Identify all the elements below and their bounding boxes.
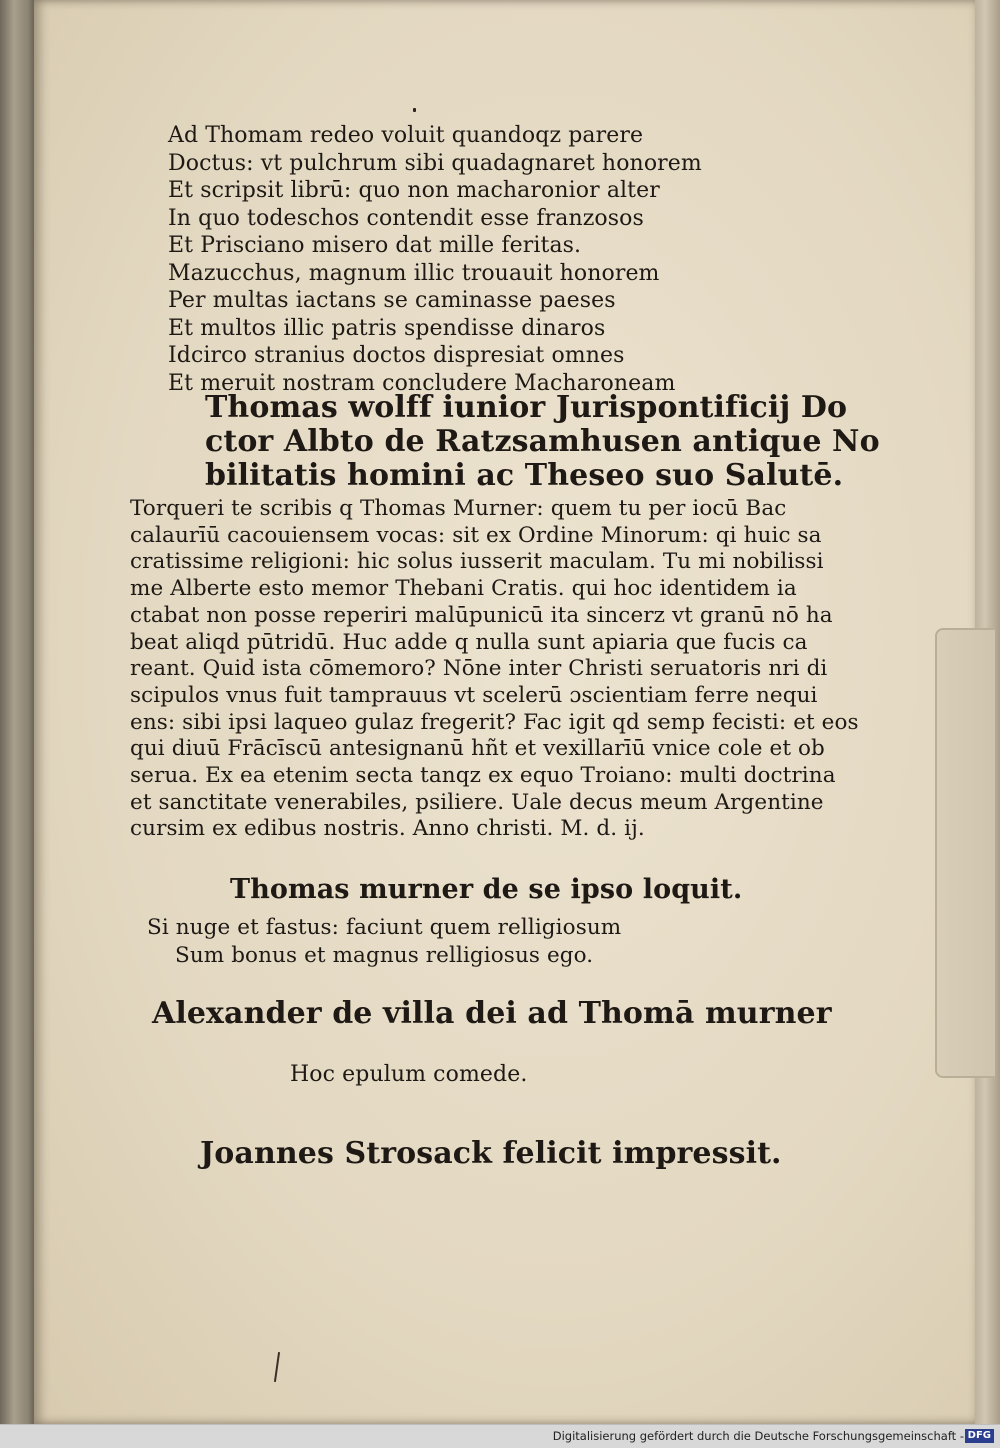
body-line: me Alberte esto memor Thebani Cratis. qui hoc identidem ia (130, 576, 797, 602)
verse-line: Et meruit nostram concludere Macharoneam (168, 370, 676, 396)
body-line: ens: sibi ipsi laqueo gulaz fregerit? Fac igit qd semp fecisti: et eos (130, 709, 859, 735)
funding-note: Digitalisierung gefördert durch die Deutsche Forschungsgemeinschaft - (552, 1429, 964, 1443)
colophon: Joannes Strosack felicit impressit. (200, 1136, 782, 1171)
body-line: cursim ex edibus nostris. Anno christi. M. d. ij. (130, 816, 645, 842)
body-line: beat aliqd pūtridū. Huc adde q nulla sunt apiaria que fucis ca (130, 629, 808, 655)
body-line: scipulos vnus fuit tamprauus vt scelerū ɔscientiam ferre nequi (130, 682, 818, 708)
heading-line: ctor Albto de Ratzsamhusen antique No (205, 424, 880, 459)
section-title-murner: Thomas murner de se ipso loquit. (230, 874, 743, 905)
funding-footer (0, 1424, 1000, 1448)
verse-line: Mazucchus, magnum illic trouauit honorem (168, 260, 660, 286)
body-line: qui diuū Frācīscū antesignanū hñt et vexillarīū vnice cole et ob (130, 736, 825, 762)
section-subtitle: Hoc epulum comede. (290, 1062, 528, 1087)
verse-line: Doctus: vt pulchrum sibi quadagnaret honorem (168, 150, 702, 176)
body-line: et sanctitate venerabiles, psiliere. Uale decus meum Argentine (130, 789, 824, 815)
page-tab-marker (935, 628, 995, 1078)
heading-line: Thomas wolff iunior Jurispontificij Do (205, 390, 848, 425)
verse-line: Et Prisciano misero dat mille feritas. (168, 233, 582, 258)
body-line: ctabat non posse reperiri malūpunicū ita sincerz vt granū nō ha (130, 602, 833, 628)
verse-line: Et multos illic patris spendisse dinaros (168, 315, 606, 341)
body-line: calaurīū cacouiensem vocas: sit ex Ordine Minorum: qi huic sa (130, 522, 822, 548)
body-line: reant. Quid ista cōmemoro? Nōne inter Christi seruatoris nri di (130, 656, 828, 682)
verse-line: Ad Thomam redeo voluit quandoqz parere (168, 123, 644, 148)
verse-line: Et scripsit librū: quo non macharonior alter (168, 178, 660, 203)
body-line: Torqueri te scribis q Thomas Murner: quem tu per iocū Bac (130, 496, 787, 521)
heading-line: bilitatis homini ac Theseo suo Salutē. (205, 458, 844, 493)
body-line: serua. Ex ea etenim secta tanqz ex equo Troiano: multi doctrina (130, 763, 836, 788)
body-line: cratissime religioni: hic solus iusserit maculam. Tu mi nobilissi (130, 549, 824, 575)
verse-line: Per multas iactans se caminasse paeses (168, 288, 616, 313)
ink-dot (413, 108, 416, 112)
dfg-logo: DFG (965, 1429, 994, 1443)
section-title-alexander: Alexander de villa dei ad Thomā murner (152, 996, 832, 1031)
verse-line: Idcirco stranius doctos dispresiat omnes (168, 343, 625, 368)
verse-line: In quo todeschos contendit esse franzosos (168, 205, 644, 231)
verse-line: Si nuge et fastus: faciunt quem relligiosum (147, 915, 622, 940)
verse-line: Sum bonus et magnus relligiosus ego. (175, 943, 594, 968)
